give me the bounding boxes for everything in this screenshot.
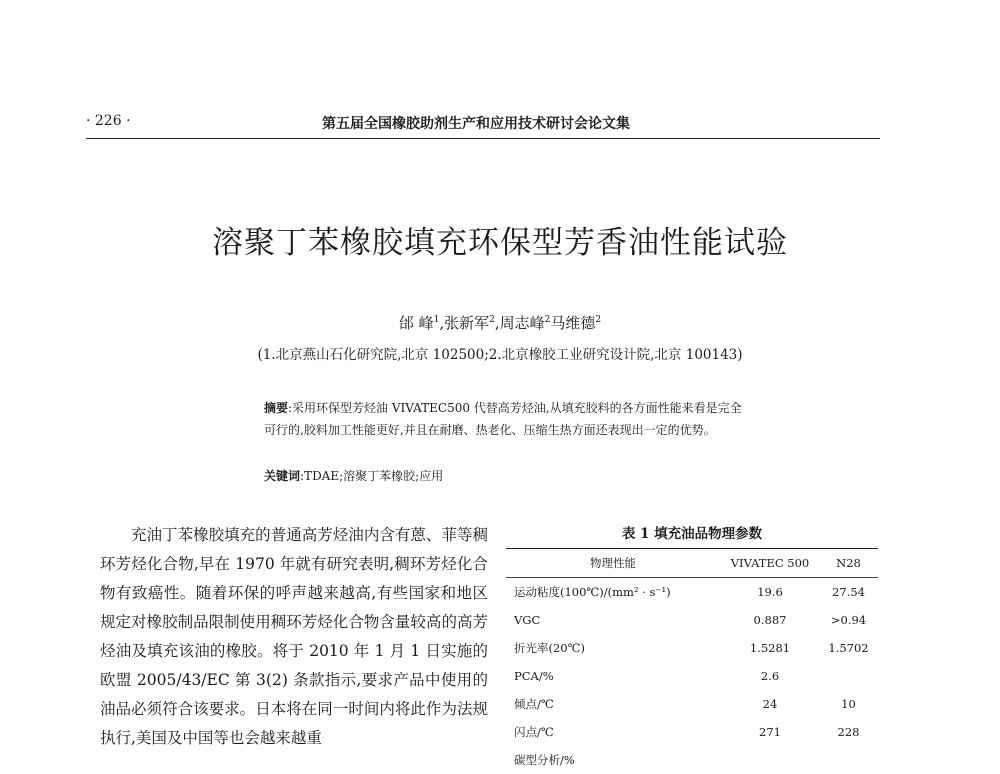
author-name: 张新军	[444, 314, 490, 332]
oil-properties-table	[506, 548, 878, 774]
table-row	[506, 634, 878, 662]
author-name: 邰 峰	[398, 314, 434, 332]
header-divider	[86, 138, 880, 139]
author-affiliation-mark: 1	[433, 315, 440, 325]
column-header: 物理性能	[506, 549, 721, 578]
author-name: 马维德	[550, 314, 596, 332]
table-cell: 运动粘度(100℃)/(mm² · s⁻¹)	[514, 585, 671, 599]
abstract-text: :采用环保型芳烃油 VIVATEC500 代替高芳烃油,从填充胶料的各方面性能来看是完全可行的,胶料加工性能更好,并且在耐磨、热老化、压缩生热方面还表现出一定的优势。	[264, 401, 742, 437]
table-row	[506, 662, 878, 690]
author-affiliation-mark: 2	[489, 315, 495, 325]
table-header-row	[506, 549, 878, 578]
table-row	[506, 578, 878, 607]
table-row	[506, 690, 878, 718]
abstract-label: 摘要	[264, 401, 289, 415]
column-header: VIVATEC 500	[721, 549, 819, 578]
table-cell: >0.94	[830, 613, 867, 627]
table-caption: 表 1 填充油品物理参数	[621, 526, 763, 542]
table-cell: VGC	[514, 613, 541, 627]
table-cell: 27.54	[832, 585, 865, 599]
table-cell: 19.6	[757, 585, 783, 599]
table-cell: 228	[837, 725, 860, 739]
author-name: 周志峰	[499, 314, 545, 332]
table-cell: 折光率(20℃)	[514, 641, 585, 655]
table-cell	[721, 746, 819, 774]
keywords-text: :TDAE;溶聚丁苯橡胶;应用	[300, 469, 444, 483]
table-cell: 碳型分析/%	[514, 753, 575, 767]
table-cell: 10	[841, 697, 856, 711]
affiliations: (1.北京燕山石化研究院,北京 102500;2.北京橡胶工业研究设计院,北京 100143)	[257, 347, 743, 363]
author-affiliation-mark: 2	[544, 315, 551, 325]
keywords	[264, 467, 443, 484]
table-cell	[819, 662, 878, 690]
abstract	[264, 397, 750, 441]
table-row	[506, 746, 878, 774]
table-cell: 1.5281	[749, 641, 791, 655]
column-header: N28	[819, 549, 878, 578]
table-row	[506, 718, 878, 746]
body-paragraph: 充油丁苯橡胶填充的普通高芳烃油内含有蒽、菲等稠环芳烃化合物,早在 1970 年就有研究表明,稠环芳烃化合物有致癌性。随着环保的呼声越来越高,有些国家和地区规定对橡胶制品限制使用稠环芳烃化合物含量较高的高芳烃油及填充该油的橡胶。将于 2010 年 1 月 1 日实施的欧盟 2005/43/EC 第 3(2) 条款指示,要求产品中使用的油品必须符合该要求。日本将在同一时间内将此作为法规执行,美国及中国等也会越来越重	[100, 526, 488, 747]
author-affiliation-mark: 2	[595, 315, 602, 325]
table-cell: PCA/%	[514, 669, 554, 683]
table-cell: 0.887	[753, 613, 787, 627]
table-cell: 闪点/℃	[514, 725, 554, 739]
table-row	[506, 606, 878, 634]
running-header-title: 第五届全国橡胶助剂生产和应用技术研讨会论文集	[322, 116, 630, 132]
author-list: 邰 峰$^1$,张新军$^2$,周志峰$^2$马维德$^2$	[398, 314, 602, 332]
table-cell: 2.6	[760, 669, 780, 683]
table-cell	[819, 746, 878, 774]
table-cell: 24	[762, 697, 778, 711]
table-cell: 271	[759, 725, 781, 739]
paper-title: 溶聚丁苯橡胶填充环保型芳香油性能试验	[212, 225, 788, 261]
table-cell: 倾点/℃	[514, 697, 554, 711]
keywords-label: 关键词	[264, 469, 301, 483]
table-cell: 1.5702	[828, 641, 869, 655]
page-number: · 226 ·	[86, 113, 131, 129]
